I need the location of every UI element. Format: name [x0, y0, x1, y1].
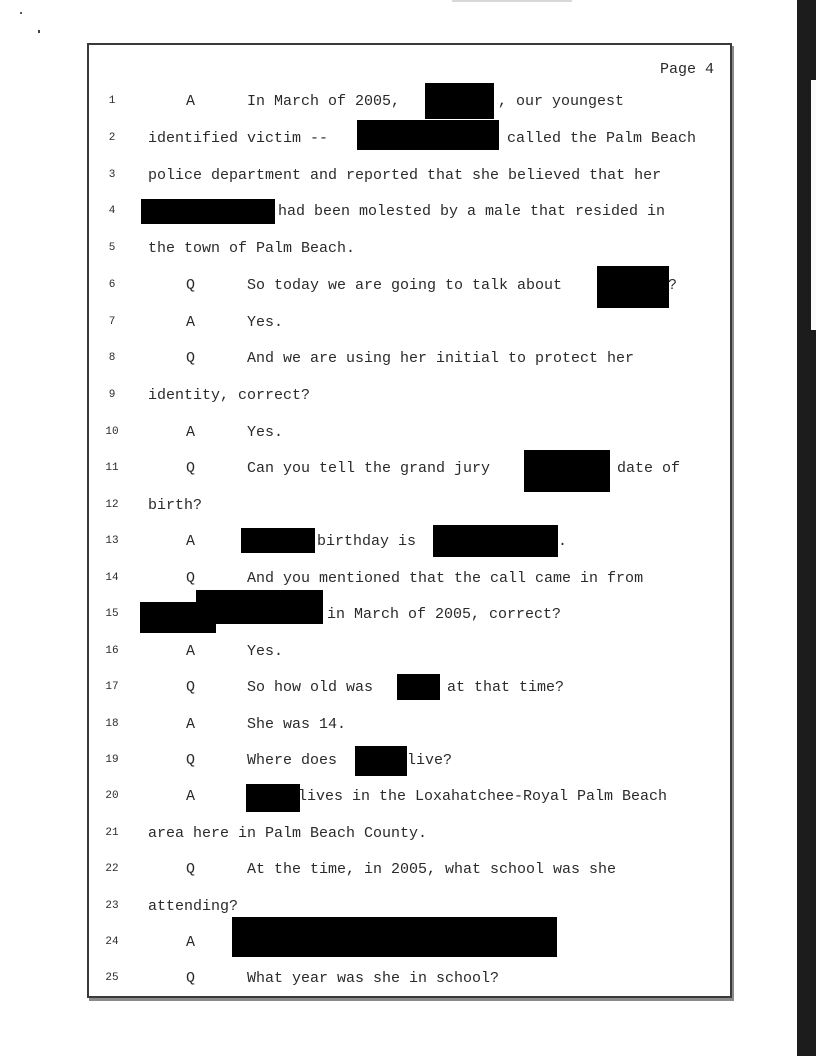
speaker-label: A — [186, 533, 196, 550]
speaker-label: Q — [186, 460, 196, 477]
line-text: identified victim -- — [148, 130, 329, 147]
scan-smudge — [452, 0, 572, 2]
line-number: 4 — [108, 205, 116, 217]
redaction-box — [597, 266, 669, 308]
line-text: And you mentioned that the call came in from — [247, 570, 644, 587]
line-number: 7 — [108, 316, 116, 328]
line-number: 2 — [108, 132, 116, 144]
speaker-label: Q — [186, 570, 196, 587]
line-number: 6 — [108, 279, 116, 291]
redaction-box — [397, 674, 440, 700]
line-text: identity, correct? — [148, 387, 311, 404]
line-text: lives in the Loxahatchee-Royal Palm Beach — [298, 788, 668, 805]
line-number: 17 — [105, 681, 119, 693]
speaker-label: A — [186, 643, 196, 660]
scan-edge-notch — [811, 80, 816, 330]
line-text: the town of Palm Beach. — [148, 240, 356, 257]
line-number: 18 — [105, 718, 119, 730]
line-text: area here in Palm Beach County. — [148, 825, 428, 842]
line-number: 25 — [105, 972, 119, 984]
redaction-box — [246, 784, 300, 812]
line-number: 3 — [108, 169, 116, 181]
speaker-label: A — [186, 716, 196, 733]
line-number: 23 — [105, 900, 119, 912]
line-text: So how old was — [247, 679, 374, 696]
line-number: 9 — [108, 389, 116, 401]
speaker-label: A — [186, 934, 196, 951]
speaker-label: A — [186, 93, 196, 110]
line-number: 8 — [108, 352, 116, 364]
redaction-box — [140, 602, 216, 633]
line-text: At the time, in 2005, what school was she — [247, 861, 617, 878]
page-number: Page 4 — [660, 61, 715, 78]
scan-speck — [38, 30, 40, 33]
speaker-label: Q — [186, 752, 196, 769]
line-text: had been molested by a male that resided in — [278, 203, 666, 220]
line-text: ? — [668, 277, 678, 294]
line-text: Can you tell the grand jury — [247, 460, 491, 477]
redaction-box — [241, 528, 315, 553]
line-text: , our youngest — [498, 93, 625, 110]
line-text: In March of 2005, — [247, 93, 401, 110]
redaction-box — [524, 450, 610, 492]
speaker-label: A — [186, 424, 196, 441]
line-number: 24 — [105, 936, 119, 948]
line-text: Yes. — [247, 314, 284, 331]
line-text: She was 14. — [247, 716, 347, 733]
redaction-box — [357, 120, 499, 150]
scan-speck — [20, 12, 22, 14]
speaker-label: Q — [186, 679, 196, 696]
line-number: 22 — [105, 863, 119, 875]
redaction-box — [141, 199, 275, 224]
line-number: 20 — [105, 790, 119, 802]
speaker-label: Q — [186, 861, 196, 878]
redaction-box — [232, 917, 557, 957]
line-text: police department and reported that she believed that her — [148, 167, 662, 184]
redaction-box — [425, 83, 494, 119]
line-number: 11 — [105, 462, 119, 474]
redaction-box — [433, 525, 558, 557]
line-text: called the Palm Beach — [507, 130, 697, 147]
line-number: 1 — [108, 95, 116, 107]
line-number: 19 — [105, 754, 119, 766]
speaker-label: Q — [186, 350, 196, 367]
line-text: Where does — [247, 752, 338, 769]
transcript-page-frame — [87, 43, 732, 998]
line-text: Yes. — [247, 424, 284, 441]
line-text: What year was she in school? — [247, 970, 500, 987]
line-text: birth? — [148, 497, 203, 514]
line-text: So today we are going to talk about — [247, 277, 563, 294]
speaker-label: A — [186, 314, 196, 331]
line-number: 15 — [105, 608, 119, 620]
line-text: Yes. — [247, 643, 284, 660]
speaker-label: Q — [186, 970, 196, 987]
line-text: in March of 2005, correct? — [327, 606, 562, 623]
speaker-label: Q — [186, 277, 196, 294]
line-number: 21 — [105, 827, 119, 839]
line-text: birthday is — [317, 533, 417, 550]
line-number: 5 — [108, 242, 116, 254]
line-number: 14 — [105, 572, 119, 584]
line-text: attending? — [148, 898, 239, 915]
line-number: 13 — [105, 535, 119, 547]
line-number: 16 — [105, 645, 119, 657]
line-text: live? — [407, 752, 453, 769]
line-number: 10 — [105, 426, 119, 438]
line-number: 12 — [105, 499, 119, 511]
redaction-box — [355, 746, 407, 776]
line-text: date of — [617, 460, 681, 477]
line-text: at that time? — [447, 679, 565, 696]
speaker-label: A — [186, 788, 196, 805]
line-text: And we are using her initial to protect her — [247, 350, 635, 367]
line-text: . — [558, 533, 568, 550]
